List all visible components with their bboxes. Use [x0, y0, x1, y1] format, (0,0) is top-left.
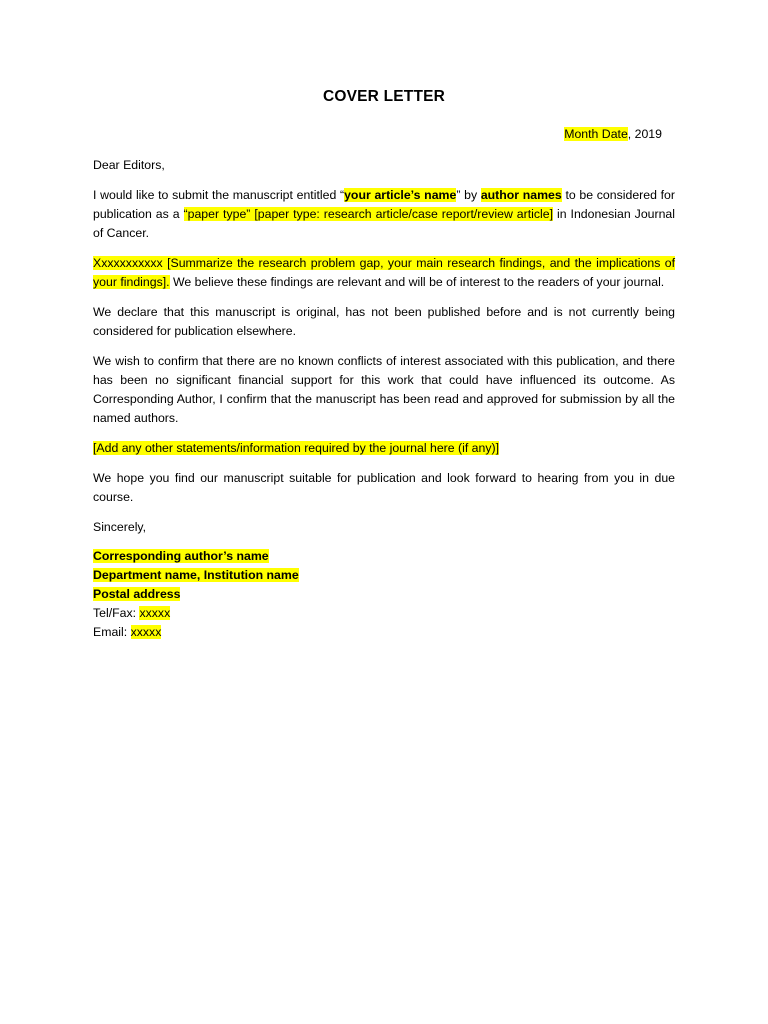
email-value: xxxxx	[130, 625, 162, 640]
tel-value: xxxxx	[139, 606, 171, 621]
signature-email-line	[93, 623, 675, 642]
author-names-placeholder: author names	[480, 187, 562, 202]
tel-label: Tel/Fax:	[93, 606, 140, 621]
signature-tel-line	[93, 604, 675, 623]
signature-department: Department name, Institution name	[93, 568, 299, 583]
email-label: Email:	[93, 625, 131, 640]
text-segment: We believe these findings are relevant and will be of interest to the readers of your journal.	[169, 275, 665, 290]
signature-block	[93, 547, 675, 642]
text-segment: to be considered for publication as a	[93, 187, 675, 221]
paragraph-originality: We declare that this manuscript is original, has not been published before and is not currently being considered for publication elsewhere.	[93, 304, 675, 338]
date-year: , 2019	[627, 127, 662, 141]
additional-statements-placeholder: [Add any other statements/information required by the journal here (if any)]	[93, 440, 500, 455]
letter-date	[564, 126, 662, 143]
closing: Sincerely,	[93, 519, 147, 534]
date-placeholder: Month Date	[564, 127, 628, 141]
paragraph-summary	[93, 254, 675, 292]
paragraph-submission	[93, 186, 675, 244]
paper-type-placeholder: “paper type” [paper type: research article/case report/review article]	[183, 206, 554, 221]
text-segment: in Indonesian Journal of Cancer.	[93, 206, 676, 241]
summary-placeholder: Xxxxxxxxxxx [Summarize the research problem gap, your main research findings, and the implications of your findings].	[93, 255, 675, 290]
signature-address: Postal address	[93, 587, 181, 602]
document-title: COVER LETTER	[322, 88, 446, 105]
paragraph-additional-statements	[93, 439, 675, 458]
letter-body	[93, 156, 675, 642]
salutation: Dear Editors,	[93, 158, 165, 172]
paragraph-conflicts: We wish to confirm that there are no known conflicts of interest associated with this publication, and there has been no significant financial support for this work that could have influenced its outcome. As Corresponding Author, I confirm that the manuscript has been read and approved for submission by all the named authors.	[93, 353, 675, 426]
paragraph-closing-remark: We hope you find our manuscript suitable for publication and look forward to hearing from you in due course.	[93, 470, 675, 504]
text-segment: ” by	[456, 187, 481, 202]
text-segment: I would like to submit the manuscript entitled “	[93, 187, 345, 202]
signature-name: Corresponding author’s name	[93, 549, 269, 564]
article-name-placeholder: your article’s name	[344, 187, 457, 202]
signature-name-line	[93, 547, 675, 566]
signature-department-line	[93, 566, 675, 585]
signature-address-line	[93, 585, 675, 604]
